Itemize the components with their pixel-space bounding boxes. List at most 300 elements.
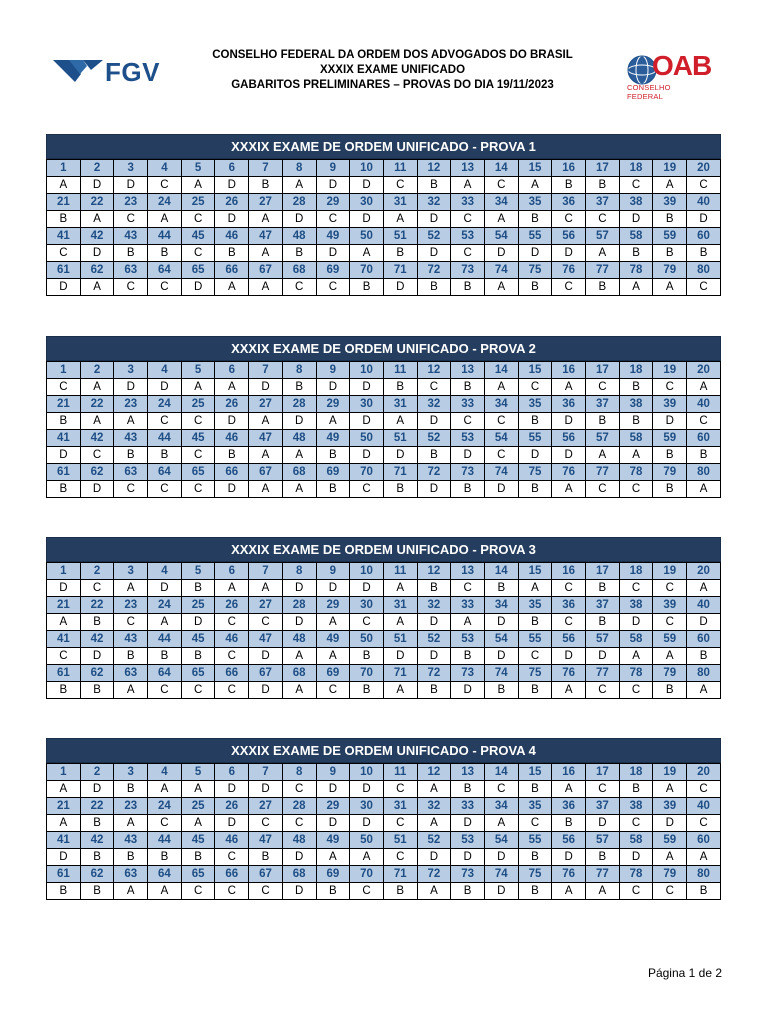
answer-cell: C: [350, 883, 384, 900]
question-number-cell: 38: [619, 798, 653, 815]
answer-row: [47, 682, 721, 699]
answer-cell: A: [114, 883, 148, 900]
answer-cell: A: [417, 883, 451, 900]
question-number-cell: 15: [518, 362, 552, 379]
answer-cell: D: [451, 447, 485, 464]
answer-cell: A: [181, 379, 215, 396]
answer-cell: B: [350, 279, 384, 296]
answer-row: [47, 379, 721, 396]
answer-cell: A: [350, 849, 384, 866]
question-number-row: [47, 228, 721, 245]
answer-cell: B: [114, 849, 148, 866]
question-number-cell: 59: [653, 430, 687, 447]
answer-cell: B: [148, 245, 182, 262]
answer-cell: A: [350, 245, 384, 262]
answer-cell: A: [484, 815, 518, 832]
answer-cell: B: [518, 883, 552, 900]
question-number-cell: 44: [148, 631, 182, 648]
answer-cell: A: [619, 447, 653, 464]
answer-cell: C: [451, 413, 485, 430]
question-number-cell: 4: [148, 563, 182, 580]
answer-cell: A: [484, 279, 518, 296]
answer-cell: D: [249, 682, 283, 699]
question-number-cell: 48: [282, 430, 316, 447]
answer-cell: B: [518, 614, 552, 631]
question-number-row: [47, 563, 721, 580]
answer-cell: A: [586, 883, 620, 900]
question-number-cell: 6: [215, 764, 249, 781]
question-number-cell: 70: [350, 262, 384, 279]
question-number-cell: 38: [619, 597, 653, 614]
answer-cell: B: [586, 177, 620, 194]
answer-cell: A: [687, 481, 721, 498]
answer-cell: A: [586, 447, 620, 464]
exam-answer-key-prova-2: [46, 336, 721, 498]
question-number-cell: 19: [653, 764, 687, 781]
question-number-cell: 24: [148, 396, 182, 413]
question-number-cell: 80: [687, 464, 721, 481]
question-number-cell: 63: [114, 866, 148, 883]
answer-cell: A: [80, 379, 114, 396]
answer-cell: C: [552, 580, 586, 597]
answer-cell: C: [215, 614, 249, 631]
question-number-cell: 80: [687, 262, 721, 279]
exam-title: XXXIX EXAME DE ORDEM UNIFICADO - PROVA 4: [46, 738, 721, 763]
question-number-cell: 53: [451, 228, 485, 245]
answer-cell: C: [417, 379, 451, 396]
question-number-cell: 80: [687, 665, 721, 682]
question-number-cell: 73: [451, 262, 485, 279]
document-title: [180, 48, 605, 93]
answer-cell: B: [653, 682, 687, 699]
answer-cell: D: [181, 614, 215, 631]
question-number-cell: 27: [249, 396, 283, 413]
answer-cell: D: [316, 815, 350, 832]
answer-cell: A: [148, 883, 182, 900]
question-number-cell: 60: [687, 228, 721, 245]
answer-cell: C: [148, 413, 182, 430]
question-number-cell: 74: [484, 262, 518, 279]
answer-cell: D: [282, 413, 316, 430]
question-number-cell: 41: [47, 832, 81, 849]
question-number-cell: 46: [215, 832, 249, 849]
answer-cell: B: [383, 481, 417, 498]
answer-cell: B: [316, 447, 350, 464]
answer-row: [47, 815, 721, 832]
question-number-cell: 50: [350, 430, 384, 447]
answer-cell: D: [282, 211, 316, 228]
question-number-cell: 43: [114, 631, 148, 648]
question-number-cell: 26: [215, 798, 249, 815]
question-number-cell: 36: [552, 798, 586, 815]
question-number-cell: 9: [316, 764, 350, 781]
answer-cell: A: [653, 648, 687, 665]
question-number-cell: 78: [619, 665, 653, 682]
answer-cell: D: [316, 177, 350, 194]
answer-cell: C: [653, 883, 687, 900]
answer-cell: D: [47, 279, 81, 296]
question-number-cell: 11: [383, 362, 417, 379]
question-number-cell: 29: [316, 798, 350, 815]
fgv-mark-icon: [53, 60, 103, 82]
answer-cell: D: [552, 849, 586, 866]
question-number-cell: 16: [552, 764, 586, 781]
answer-cell: B: [383, 379, 417, 396]
question-number-cell: 43: [114, 430, 148, 447]
answer-cell: C: [181, 245, 215, 262]
question-number-cell: 50: [350, 631, 384, 648]
question-number-cell: 73: [451, 866, 485, 883]
answer-cell: B: [80, 614, 114, 631]
question-number-cell: 28: [282, 597, 316, 614]
question-number-cell: 54: [484, 228, 518, 245]
document-header: [0, 44, 768, 104]
question-number-cell: 39: [653, 194, 687, 211]
answer-cell: D: [619, 614, 653, 631]
answer-cell: B: [518, 279, 552, 296]
question-number-cell: 35: [518, 798, 552, 815]
answer-cell: C: [619, 815, 653, 832]
question-number-row: [47, 764, 721, 781]
answer-cell: C: [687, 815, 721, 832]
answer-cell: C: [653, 379, 687, 396]
answer-cell: B: [552, 177, 586, 194]
question-number-cell: 3: [114, 764, 148, 781]
question-number-row: [47, 464, 721, 481]
question-number-cell: 30: [350, 396, 384, 413]
question-number-cell: 63: [114, 464, 148, 481]
question-number-cell: 60: [687, 631, 721, 648]
answer-cell: D: [383, 648, 417, 665]
answer-cell: D: [148, 379, 182, 396]
answer-cell: B: [586, 580, 620, 597]
answer-cell: B: [282, 245, 316, 262]
answer-cell: C: [518, 648, 552, 665]
answer-cell: B: [47, 883, 81, 900]
answer-row: [47, 781, 721, 798]
question-number-cell: 45: [181, 228, 215, 245]
question-number-cell: 3: [114, 563, 148, 580]
answer-cell: D: [619, 849, 653, 866]
answer-cell: A: [586, 245, 620, 262]
answer-cell: A: [148, 211, 182, 228]
question-number-cell: 73: [451, 665, 485, 682]
answer-cell: B: [80, 849, 114, 866]
question-number-cell: 35: [518, 396, 552, 413]
question-number-cell: 32: [417, 396, 451, 413]
answer-cell: A: [148, 614, 182, 631]
question-number-row: [47, 631, 721, 648]
question-number-cell: 48: [282, 228, 316, 245]
question-number-cell: 39: [653, 798, 687, 815]
answer-cell: D: [215, 481, 249, 498]
question-number-cell: 1: [47, 563, 81, 580]
question-number-cell: 33: [451, 798, 485, 815]
answer-cell: D: [552, 413, 586, 430]
answer-cell: B: [47, 413, 81, 430]
question-number-cell: 66: [215, 866, 249, 883]
answer-cell: B: [383, 883, 417, 900]
answer-cell: C: [350, 481, 384, 498]
question-number-cell: 13: [451, 362, 485, 379]
title-line-exam: XXXIX EXAME UNIFICADO: [319, 64, 466, 76]
question-number-cell: 41: [47, 228, 81, 245]
question-number-cell: 51: [383, 832, 417, 849]
answer-cell: C: [282, 781, 316, 798]
answer-cell: B: [350, 682, 384, 699]
question-number-cell: 65: [181, 262, 215, 279]
question-number-cell: 43: [114, 832, 148, 849]
answer-cell: C: [249, 614, 283, 631]
answer-cell: B: [249, 177, 283, 194]
question-number-cell: 13: [451, 160, 485, 177]
answer-cell: D: [653, 815, 687, 832]
question-number-cell: 72: [417, 866, 451, 883]
answer-cell: B: [619, 245, 653, 262]
answer-cell: C: [80, 580, 114, 597]
question-number-cell: 7: [249, 362, 283, 379]
answer-row: [47, 211, 721, 228]
question-number-cell: 71: [383, 866, 417, 883]
answer-cell: D: [451, 682, 485, 699]
answer-cell: B: [518, 413, 552, 430]
question-number-cell: 75: [518, 866, 552, 883]
question-number-row: [47, 160, 721, 177]
title-line-answer-keys: GABARITOS PRELIMINARES – PROVAS DO DIA 19/11/2023: [231, 79, 554, 91]
question-number-cell: 29: [316, 396, 350, 413]
answer-cell: D: [114, 177, 148, 194]
question-number-cell: 61: [47, 262, 81, 279]
answer-cell: A: [47, 177, 81, 194]
question-number-cell: 31: [383, 194, 417, 211]
question-number-cell: 59: [653, 631, 687, 648]
answer-cell: B: [181, 849, 215, 866]
question-number-cell: 22: [80, 194, 114, 211]
answer-cell: A: [282, 177, 316, 194]
question-number-cell: 70: [350, 665, 384, 682]
question-number-cell: 33: [451, 597, 485, 614]
question-number-cell: 62: [80, 866, 114, 883]
question-number-cell: 70: [350, 464, 384, 481]
answer-cell: C: [181, 413, 215, 430]
question-number-cell: 28: [282, 194, 316, 211]
answer-cell: D: [586, 815, 620, 832]
answer-cell: C: [215, 682, 249, 699]
question-number-cell: 75: [518, 262, 552, 279]
question-number-cell: 32: [417, 597, 451, 614]
answer-cell: C: [687, 177, 721, 194]
question-number-cell: 60: [687, 832, 721, 849]
question-number-cell: 53: [451, 430, 485, 447]
question-number-cell: 40: [687, 396, 721, 413]
answer-cell: A: [451, 177, 485, 194]
question-number-cell: 39: [653, 396, 687, 413]
question-number-cell: 9: [316, 563, 350, 580]
question-number-cell: 56: [552, 228, 586, 245]
question-number-cell: 58: [619, 228, 653, 245]
question-number-cell: 32: [417, 194, 451, 211]
question-number-cell: 63: [114, 262, 148, 279]
answer-cell: A: [518, 580, 552, 597]
answer-cell: B: [586, 849, 620, 866]
answer-cell: D: [316, 245, 350, 262]
answer-cell: A: [282, 481, 316, 498]
answer-cell: D: [215, 781, 249, 798]
question-number-cell: 23: [114, 194, 148, 211]
answer-grid: [46, 562, 721, 699]
question-number-cell: 74: [484, 464, 518, 481]
question-number-cell: 36: [552, 396, 586, 413]
question-number-cell: 21: [47, 798, 81, 815]
question-number-row: [47, 396, 721, 413]
question-number-cell: 9: [316, 362, 350, 379]
question-number-cell: 22: [80, 597, 114, 614]
question-number-cell: 28: [282, 396, 316, 413]
answer-cell: B: [215, 447, 249, 464]
question-number-cell: 15: [518, 160, 552, 177]
question-number-cell: 49: [316, 430, 350, 447]
answer-cell: C: [619, 580, 653, 597]
question-number-cell: 66: [215, 464, 249, 481]
answer-row: [47, 648, 721, 665]
answer-cell: B: [586, 413, 620, 430]
question-number-cell: 37: [586, 194, 620, 211]
question-number-cell: 8: [282, 563, 316, 580]
question-number-cell: 75: [518, 464, 552, 481]
answer-cell: D: [484, 849, 518, 866]
answer-cell: A: [484, 211, 518, 228]
question-number-cell: 69: [316, 464, 350, 481]
answer-cell: A: [451, 614, 485, 631]
question-number-cell: 47: [249, 228, 283, 245]
answer-cell: C: [215, 883, 249, 900]
question-number-cell: 71: [383, 262, 417, 279]
answer-cell: C: [552, 614, 586, 631]
question-number-cell: 41: [47, 631, 81, 648]
question-number-cell: 11: [383, 160, 417, 177]
question-number-cell: 10: [350, 563, 384, 580]
answer-cell: D: [619, 211, 653, 228]
answer-cell: C: [451, 245, 485, 262]
question-number-cell: 24: [148, 194, 182, 211]
answer-cell: A: [552, 781, 586, 798]
question-number-cell: 5: [181, 563, 215, 580]
answer-row: [47, 279, 721, 296]
question-number-cell: 17: [586, 160, 620, 177]
answer-cell: D: [484, 481, 518, 498]
question-number-cell: 50: [350, 228, 384, 245]
question-number-cell: 2: [80, 160, 114, 177]
answer-cell: C: [687, 781, 721, 798]
answer-cell: A: [552, 682, 586, 699]
answer-cell: B: [619, 413, 653, 430]
answer-cell: D: [316, 781, 350, 798]
answer-cell: D: [215, 815, 249, 832]
answer-cell: D: [552, 245, 586, 262]
question-number-cell: 52: [417, 832, 451, 849]
question-number-cell: 64: [148, 665, 182, 682]
question-number-cell: 58: [619, 832, 653, 849]
question-number-cell: 64: [148, 262, 182, 279]
question-number-cell: 7: [249, 764, 283, 781]
question-number-cell: 18: [619, 764, 653, 781]
answer-cell: C: [114, 279, 148, 296]
answer-cell: C: [148, 481, 182, 498]
question-number-cell: 25: [181, 597, 215, 614]
question-number-cell: 46: [215, 228, 249, 245]
question-number-cell: 4: [148, 764, 182, 781]
answer-cell: C: [80, 447, 114, 464]
question-number-cell: 35: [518, 194, 552, 211]
answer-cell: B: [47, 481, 81, 498]
answer-cell: A: [484, 379, 518, 396]
answer-cell: D: [350, 211, 384, 228]
question-number-cell: 47: [249, 832, 283, 849]
question-number-cell: 77: [586, 464, 620, 481]
answer-cell: A: [181, 781, 215, 798]
answer-cell: A: [518, 177, 552, 194]
answer-cell: C: [181, 481, 215, 498]
question-number-cell: 34: [484, 194, 518, 211]
answer-cell: C: [484, 413, 518, 430]
question-number-cell: 27: [249, 798, 283, 815]
answer-cell: D: [687, 211, 721, 228]
question-number-cell: 8: [282, 160, 316, 177]
question-number-cell: 67: [249, 464, 283, 481]
question-number-cell: 37: [586, 396, 620, 413]
question-number-cell: 49: [316, 631, 350, 648]
question-number-cell: 57: [586, 430, 620, 447]
question-number-cell: 6: [215, 362, 249, 379]
answer-cell: B: [316, 481, 350, 498]
question-number-cell: 74: [484, 665, 518, 682]
oab-logo: [626, 50, 712, 101]
question-number-cell: 55: [518, 228, 552, 245]
answer-cell: B: [586, 279, 620, 296]
answer-cell: C: [114, 481, 148, 498]
question-number-cell: 36: [552, 194, 586, 211]
question-number-cell: 72: [417, 665, 451, 682]
answer-cell: B: [653, 447, 687, 464]
question-number-cell: 79: [653, 866, 687, 883]
question-number-cell: 34: [484, 396, 518, 413]
question-number-cell: 38: [619, 194, 653, 211]
answer-grid: [46, 361, 721, 498]
question-number-cell: 37: [586, 597, 620, 614]
question-number-cell: 26: [215, 597, 249, 614]
question-number-cell: 24: [148, 798, 182, 815]
question-number-cell: 79: [653, 665, 687, 682]
answer-cell: C: [552, 279, 586, 296]
answer-cell: B: [451, 648, 485, 665]
answer-cell: C: [350, 614, 384, 631]
answer-cell: B: [451, 781, 485, 798]
question-number-cell: 37: [586, 798, 620, 815]
answer-cell: C: [586, 781, 620, 798]
question-number-cell: 30: [350, 597, 384, 614]
question-number-cell: 51: [383, 631, 417, 648]
question-number-cell: 61: [47, 866, 81, 883]
answer-cell: D: [417, 849, 451, 866]
question-number-cell: 71: [383, 665, 417, 682]
answer-cell: C: [181, 447, 215, 464]
answer-cell: B: [451, 883, 485, 900]
answer-row: [47, 177, 721, 194]
answer-cell: C: [383, 781, 417, 798]
question-number-cell: 55: [518, 832, 552, 849]
answer-cell: D: [350, 177, 384, 194]
answer-cell: B: [350, 648, 384, 665]
